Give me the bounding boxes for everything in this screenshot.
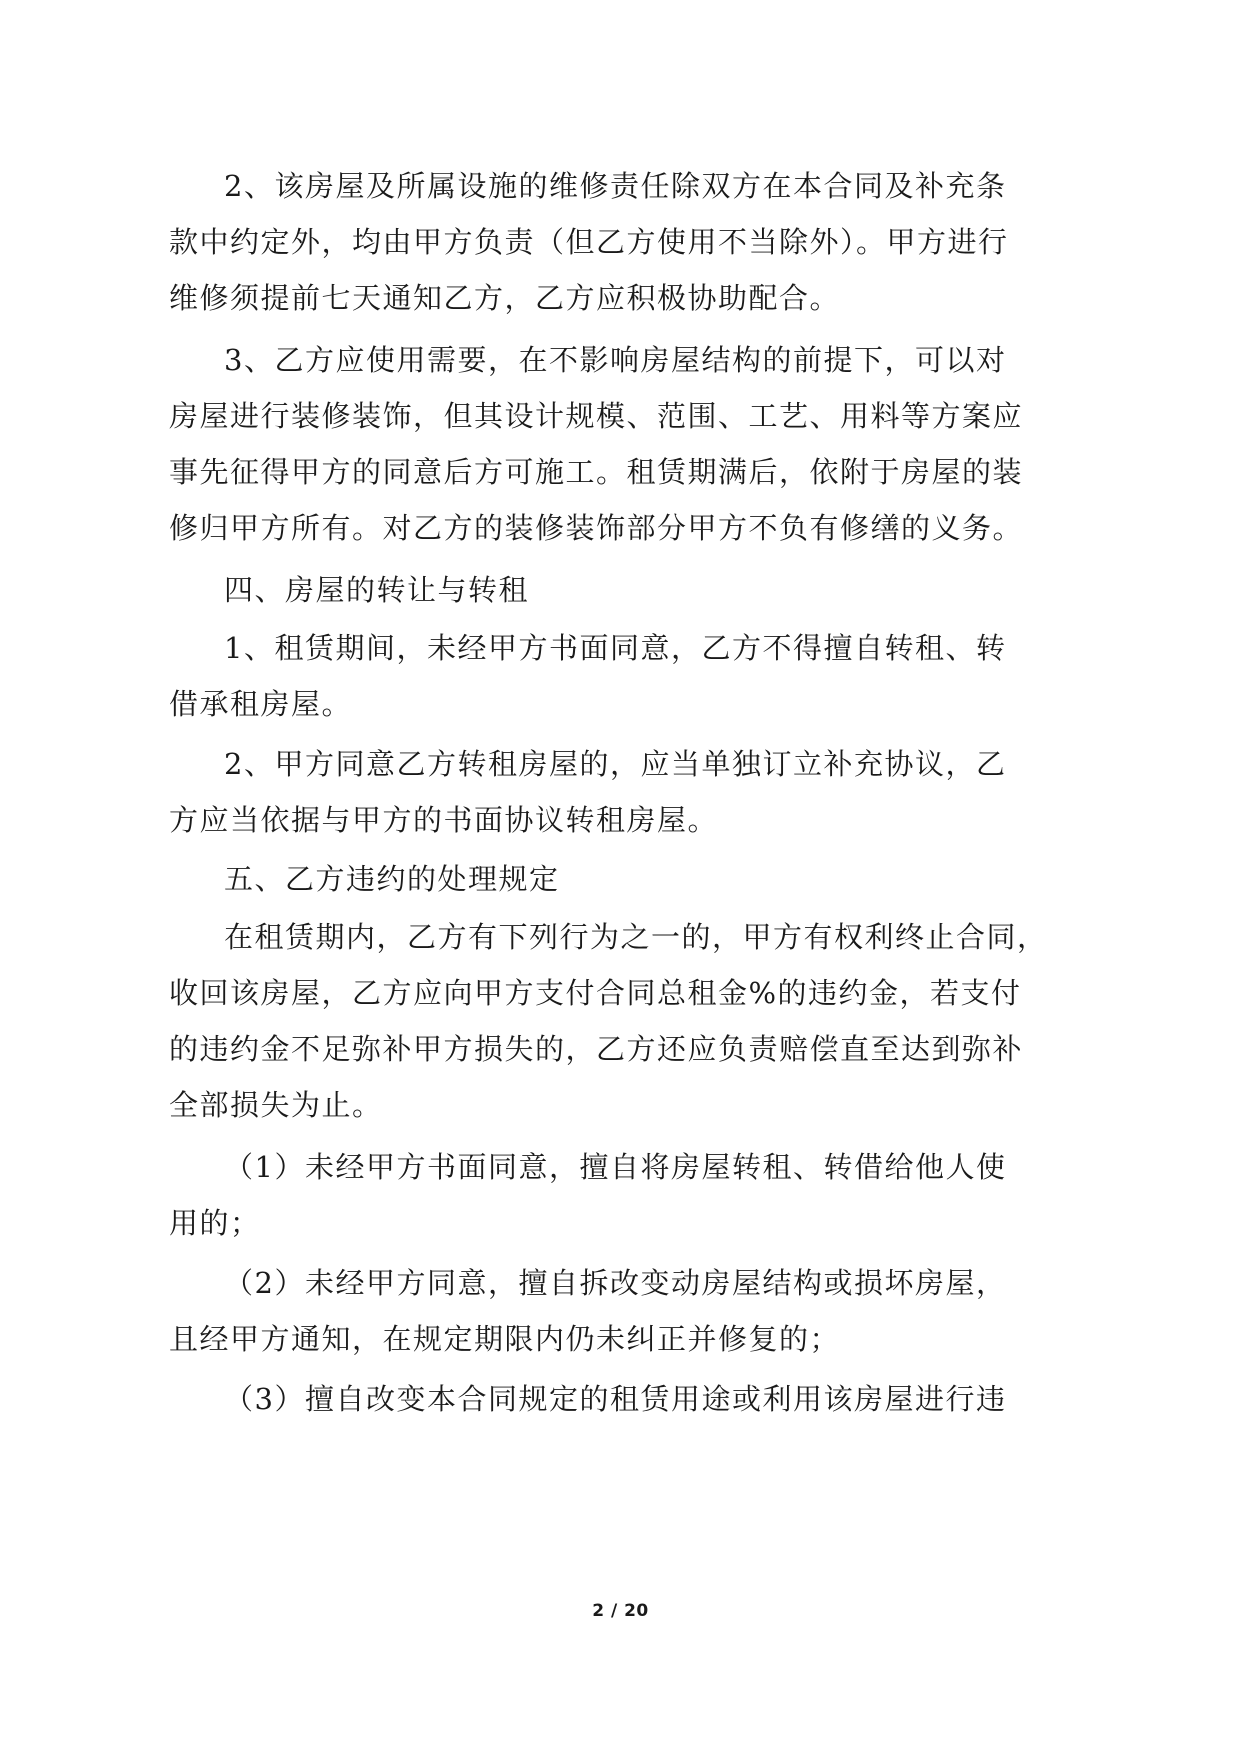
section-heading: 五、乙方违约的处理规定 [224, 862, 560, 896]
text-line: （1）未经甲方书面同意，擅自将房屋转租、转借给他人使 [224, 1150, 1007, 1184]
text-line: 房屋进行装修装饰，但其设计规模、范围、工艺、用料等方案应 [169, 399, 1024, 433]
text-line: 借承租房屋。 [169, 687, 353, 721]
text-line: （2）未经甲方同意，擅自拆改变动房屋结构或损坏房屋， [224, 1266, 1007, 1300]
text-line: 2、该房屋及所属设施的维修责任除双方在本合同及补充条 [224, 169, 1007, 203]
text-line: 事先征得甲方的同意后方可施工。租赁期满后，依附于房屋的装 [169, 455, 1024, 489]
text-line: 修归甲方所有。对乙方的装修装饰部分甲方不负有修缮的义务。 [169, 511, 1024, 545]
text-line: 收回该房屋，乙方应向甲方支付合同总租金%的违约金，若支付 [169, 976, 1022, 1010]
text-line: 2、甲方同意乙方转租房屋的，应当单独订立补充协议，乙 [224, 747, 1007, 781]
text-line: 1、租赁期间，未经甲方书面同意，乙方不得擅自转租、转 [224, 631, 1007, 665]
text-line: 在租赁期内，乙方有下列行为之一的，甲方有权利终止合同， [224, 920, 1048, 954]
text-line: 维修须提前七天通知乙方，乙方应积极协助配合。 [169, 281, 841, 315]
text-line: 的违约金不足弥补甲方损失的，乙方还应负责赔偿直至达到弥补 [169, 1032, 1024, 1066]
text-line: 且经甲方通知，在规定期限内仍未纠正并修复的； [169, 1322, 841, 1356]
text-line: 方应当依据与甲方的书面协议转租房屋。 [169, 803, 719, 837]
page-number: 2 / 20 [592, 1601, 649, 1621]
text-line: 用的； [169, 1206, 261, 1240]
text-line: 3、乙方应使用需要，在不影响房屋结构的前提下，可以对 [224, 343, 1007, 377]
text-line: 全部损失为止。 [169, 1088, 383, 1122]
text-line: （3）擅自改变本合同规定的租赁用途或利用该房屋进行违 [224, 1382, 1007, 1416]
section-heading: 四、房屋的转让与转租 [224, 573, 530, 607]
text-line: 款中约定外，均由甲方负责（但乙方使用不当除外）。甲方进行 [169, 225, 1009, 259]
